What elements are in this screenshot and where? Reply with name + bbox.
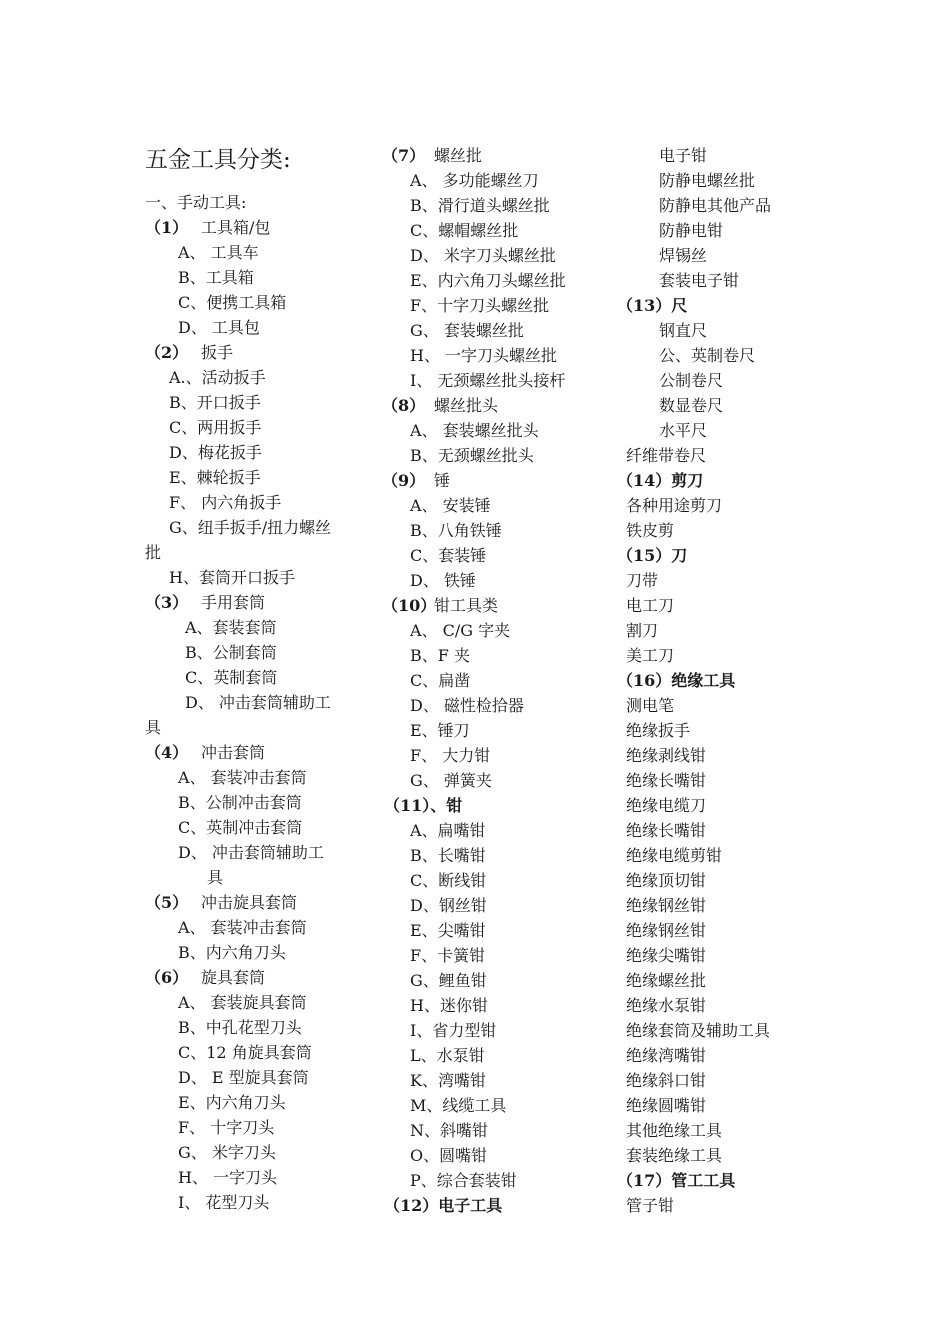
item-text: 绝缘长嘴钳 <box>626 821 707 840</box>
item-text: C、螺帽螺丝批 <box>410 221 519 240</box>
item-text: B、滑行道头螺丝批 <box>410 196 550 215</box>
col2-list-item <box>410 1143 487 1168</box>
item-text: 割刀 <box>626 621 659 640</box>
item-text: H、 一字刀头螺丝批 <box>410 346 558 365</box>
col3-list-item <box>626 793 706 818</box>
col3-list-item <box>659 193 771 218</box>
col3-list-item <box>617 668 735 693</box>
item-text: 公、英制卷尺 <box>659 346 756 365</box>
item-text: D、 E 型旋具套筒 <box>178 1068 309 1087</box>
col3-list-item <box>617 1168 735 1193</box>
page-title: 五金工具分类: <box>145 147 291 173</box>
category-label: 旋具套筒 <box>201 968 266 987</box>
item-text: A、 工具车 <box>178 243 259 262</box>
col3-list-item <box>626 1068 706 1093</box>
col3-list-item <box>626 1193 674 1218</box>
item-text: 绝缘顶切钳 <box>626 871 707 890</box>
col3-list-item <box>626 593 674 618</box>
item-text: D、 冲击套筒辅助工 <box>185 693 331 712</box>
col2-list-item <box>382 468 451 493</box>
col1-list-item <box>185 640 277 665</box>
item-text: （3） <box>145 593 189 612</box>
item-text: 绝缘套筒及辅助工具 <box>626 1021 771 1040</box>
col2-list-item <box>410 968 487 993</box>
col1-list-item <box>169 365 266 390</box>
item-text: C、便携工具箱 <box>178 293 287 312</box>
col2-list-item <box>410 168 539 193</box>
col2-list-item <box>382 143 483 168</box>
item-text: P、综合套装钳 <box>410 1171 517 1190</box>
col2-list-item <box>410 218 518 243</box>
col2-list-item <box>410 693 524 718</box>
col2-list-item <box>410 1068 486 1093</box>
col1-list-item <box>178 1015 302 1040</box>
col1-list-item <box>145 190 246 215</box>
col2-list-item <box>410 193 550 218</box>
item-text: （5） <box>145 893 189 912</box>
item-text: G、 套装螺丝批 <box>410 321 524 340</box>
col3-list-item <box>659 243 707 268</box>
item-text: 刀带 <box>626 571 659 590</box>
col3-list-item <box>659 318 707 343</box>
item-text: I、 花型刀头 <box>178 1193 270 1212</box>
item-text: B、内六角刀头 <box>178 943 286 962</box>
item-text: D、 冲击套筒辅助工 <box>178 843 324 862</box>
item-text: （2） <box>145 343 189 362</box>
col3-list-item <box>626 518 674 543</box>
col2-list-item <box>410 893 487 918</box>
item-text: 套装绝缘工具 <box>626 1146 723 1165</box>
col2-list-item <box>410 743 490 768</box>
item-text: F、十字刀头螺丝批 <box>410 296 550 315</box>
item-text: F、 十字刀头 <box>178 1118 275 1137</box>
item-text: 美工刀 <box>626 646 675 665</box>
item-text: 绝缘长嘴钳 <box>626 771 707 790</box>
item-text: 钢直尺 <box>659 321 708 340</box>
col3-list-item <box>626 1143 722 1168</box>
item-text: （1） <box>145 218 189 237</box>
item-text: B、中孔花型刀头 <box>178 1018 302 1037</box>
item-text: G、 米字刀头 <box>178 1143 276 1162</box>
item-text: M、线缆工具 <box>410 1096 507 1115</box>
col2-list-item <box>410 668 470 693</box>
item-text: （14）剪刀 <box>617 471 704 490</box>
col2-list-item <box>384 793 462 818</box>
item-text: B、工具箱 <box>178 268 254 287</box>
col3-list-item <box>626 1118 722 1143</box>
col1-list-item <box>178 1040 312 1065</box>
col2-list-item <box>410 568 476 593</box>
col1-list-item <box>178 1090 286 1115</box>
col1-list-item <box>185 615 277 640</box>
col1-list-item <box>178 840 324 865</box>
item-text: 绝缘扳手 <box>626 721 691 740</box>
col3-list-item <box>626 918 706 943</box>
item-text: A、套装套筒 <box>185 618 277 637</box>
item-text: 铁皮剪 <box>626 521 675 540</box>
item-text: （16）绝缘工具 <box>617 671 736 690</box>
category-label: 冲击旋具套筒 <box>201 893 298 912</box>
item-text: D、 米字刀头螺丝批 <box>410 246 556 265</box>
col1-list-item <box>145 965 266 990</box>
col2-list-item <box>410 943 485 968</box>
col3-list-item <box>626 1093 706 1118</box>
col2-list-item <box>410 443 534 468</box>
item-text: （6） <box>145 968 189 987</box>
item-text: 绝缘钢丝钳 <box>626 921 707 940</box>
col3-list-item <box>626 493 722 518</box>
col2-list-item <box>410 493 491 518</box>
col3-list-item <box>659 168 755 193</box>
item-text: （11）、钳 <box>384 796 463 815</box>
item-text: 水平尺 <box>659 421 708 440</box>
item-text: 测电笔 <box>626 696 675 715</box>
col1-list-item <box>145 215 271 240</box>
item-text: 数显卷尺 <box>659 396 724 415</box>
col2-list-item <box>384 1193 502 1218</box>
col3-list-item <box>659 143 707 168</box>
col1-list-item <box>178 290 286 315</box>
col3-list-item <box>626 1043 706 1068</box>
item-text: （8） <box>382 396 426 415</box>
item-text: C、英制套筒 <box>185 668 278 687</box>
item-text: （10） <box>382 596 437 615</box>
item-text: 焊锡丝 <box>659 246 708 265</box>
col2-list-item <box>410 618 510 643</box>
item-text: 绝缘电缆剪钳 <box>626 846 723 865</box>
item-text: H、迷你钳 <box>410 996 488 1015</box>
item-text: A、 安装锤 <box>410 496 491 515</box>
col3-list-item <box>659 368 723 393</box>
col1-list-item <box>178 915 307 940</box>
col3-list-item <box>626 843 722 868</box>
col1-list-item <box>178 240 259 265</box>
col2-list-item <box>410 868 486 893</box>
item-text: 绝缘尖嘴钳 <box>626 946 707 965</box>
category-label: 扳手 <box>201 343 234 362</box>
col3-list-item <box>626 818 706 843</box>
col2-list-item <box>410 843 486 868</box>
col3-list-item <box>626 768 706 793</box>
col1-list-item <box>178 1190 269 1215</box>
item-text: B、无颈螺丝批头 <box>410 446 534 465</box>
item-text: F、卡簧钳 <box>410 946 486 965</box>
item-text: A、 C/G 字夹 <box>410 621 511 640</box>
col2-list-item <box>410 718 470 743</box>
item-text: E、尖嘴钳 <box>410 921 486 940</box>
col1-list-item <box>178 940 286 965</box>
item-text: F、 内六角扳手 <box>169 493 282 512</box>
item-text: 绝缘湾嘴钳 <box>626 1046 707 1065</box>
item-text: 批 <box>145 543 162 562</box>
category-label: 螺丝批 <box>434 146 483 165</box>
item-text: F、 大力钳 <box>410 746 491 765</box>
col2-list-item <box>410 418 539 443</box>
col2-list-item <box>410 818 486 843</box>
item-text: A、 套装螺丝批头 <box>410 421 539 440</box>
category-label: 螺丝批头 <box>434 396 499 415</box>
item-text: A、 套装旋具套筒 <box>178 993 307 1012</box>
item-text: （15）刀 <box>617 546 688 565</box>
item-text: 具 <box>145 718 162 737</box>
item-text: G、 弹簧夹 <box>410 771 492 790</box>
col1-list-item <box>145 715 161 740</box>
item-text: A.、活动扳手 <box>169 368 266 387</box>
col1-list-item <box>178 265 254 290</box>
col2-list-item <box>410 1093 506 1118</box>
item-text: C、英制冲击套筒 <box>178 818 303 837</box>
col3-list-item <box>659 343 755 368</box>
col2-list-item <box>382 593 499 618</box>
col3-list-item <box>626 1018 770 1043</box>
col3-list-item <box>659 268 739 293</box>
col2-list-item <box>410 993 488 1018</box>
item-text: C、扁凿 <box>410 671 471 690</box>
col3-list-item <box>626 643 674 668</box>
item-text: （13）尺 <box>617 296 688 315</box>
item-text: 套装电子钳 <box>659 271 740 290</box>
item-text: G、鲤鱼钳 <box>410 971 487 990</box>
item-text: C、套装锤 <box>410 546 487 565</box>
item-text: 绝缘剥线钳 <box>626 746 707 765</box>
col3-list-item <box>659 393 723 418</box>
item-text: D、梅花扳手 <box>169 443 262 462</box>
col1-list-item <box>169 490 281 515</box>
item-text: A、 多功能螺丝刀 <box>410 171 539 190</box>
col2-list-item <box>410 243 556 268</box>
col1-list-item <box>169 440 262 465</box>
item-text: （7） <box>382 146 426 165</box>
col2-list-item <box>410 368 565 393</box>
col1-list-item <box>169 390 261 415</box>
col3-list-item <box>626 943 706 968</box>
item-text: C、12 角旋具套筒 <box>178 1043 312 1062</box>
col3-list-item <box>617 293 687 318</box>
col3-list-item <box>626 743 706 768</box>
item-text: 绝缘钢丝钳 <box>626 896 707 915</box>
col2-list-item <box>410 343 557 368</box>
item-text: B、长嘴钳 <box>410 846 486 865</box>
item-text: L、水泵钳 <box>410 1046 485 1065</box>
item-text: B、公制套筒 <box>185 643 277 662</box>
col1-list-item <box>185 665 277 690</box>
col3-list-item <box>659 418 707 443</box>
col1-list-item <box>145 340 234 365</box>
item-text: E、棘轮扳手 <box>169 468 261 487</box>
col1-list-item <box>169 515 331 540</box>
category-label: 工具箱/包 <box>201 218 271 237</box>
item-text: D、 工具包 <box>178 318 260 337</box>
item-text: C、两用扳手 <box>169 418 262 437</box>
item-text: 防静电钳 <box>659 221 724 240</box>
col1-list-item <box>178 315 260 340</box>
item-text: 绝缘斜口钳 <box>626 1071 707 1090</box>
item-text: 电工刀 <box>626 596 675 615</box>
col1-list-item <box>169 565 295 590</box>
item-text: E、内六角刀头螺丝批 <box>410 271 566 290</box>
category-label: 锤 <box>434 471 451 490</box>
category-label: 手用套筒 <box>201 593 266 612</box>
col1-list-item <box>169 465 261 490</box>
col1-list-item <box>178 1140 276 1165</box>
item-text: 管子钳 <box>626 1196 675 1215</box>
item-text: （12）电子工具 <box>384 1196 503 1215</box>
col3-list-item <box>659 218 723 243</box>
col3-list-item <box>626 443 706 468</box>
col3-list-item <box>626 693 674 718</box>
item-text: D、钢丝钳 <box>410 896 487 915</box>
col3-list-item <box>626 568 658 593</box>
item-text: I、 无颈螺丝批头接杆 <box>410 371 566 390</box>
item-text: 防静电螺丝批 <box>659 171 756 190</box>
item-text: （17）管工工具 <box>617 1171 736 1190</box>
col1-list-item <box>178 1065 309 1090</box>
item-text: E、内六角刀头 <box>178 1093 286 1112</box>
col1-list-item <box>178 790 302 815</box>
item-text: D、 铁锤 <box>410 571 476 590</box>
col1-list-item <box>178 765 307 790</box>
col1-list-item <box>145 540 161 565</box>
col2-list-item <box>410 1168 517 1193</box>
col1-list-item <box>145 890 298 915</box>
col2-list-item <box>410 318 524 343</box>
item-text: O、圆嘴钳 <box>410 1146 488 1165</box>
item-text: 具 <box>207 868 224 887</box>
col2-list-item <box>410 1118 488 1143</box>
item-text: B、公制冲击套筒 <box>178 793 302 812</box>
col2-list-item <box>410 543 486 568</box>
item-text: K、湾嘴钳 <box>410 1071 486 1090</box>
col1-list-item <box>178 990 307 1015</box>
item-text: 各种用途剪刀 <box>626 496 723 515</box>
item-text: H、套筒开口扳手 <box>169 568 295 587</box>
category-label: 钳工具类 <box>434 596 499 615</box>
col2-list-item <box>410 768 492 793</box>
item-text: C、断线钳 <box>410 871 487 890</box>
item-text: 绝缘水泵钳 <box>626 996 707 1015</box>
col1-list-item <box>178 815 302 840</box>
item-text: B、八角铁锤 <box>410 521 502 540</box>
item-text: 绝缘电缆刀 <box>626 796 707 815</box>
col2-list-item <box>410 643 470 668</box>
col2-list-item <box>410 293 549 318</box>
item-text: 防静电其他产品 <box>659 196 772 215</box>
col3-list-item <box>626 993 706 1018</box>
item-text: A、 套装冲击套筒 <box>178 918 307 937</box>
item-text: A、 套装冲击套筒 <box>178 768 307 787</box>
item-text: 电子钳 <box>659 146 708 165</box>
col1-list-item <box>169 415 261 440</box>
col1-list-item <box>145 590 266 615</box>
col2-list-item <box>410 1018 496 1043</box>
col3-list-item <box>626 893 706 918</box>
item-text: 其他绝缘工具 <box>626 1121 723 1140</box>
item-text: B、F 夹 <box>410 646 470 665</box>
item-text: A、扁嘴钳 <box>410 821 486 840</box>
col2-list-item <box>410 518 502 543</box>
col1-list-item <box>178 1165 277 1190</box>
item-text: E、锤刀 <box>410 721 470 740</box>
item-text: H、 一字刀头 <box>178 1168 278 1187</box>
item-text: （9） <box>382 471 426 490</box>
col1-list-item <box>185 690 331 715</box>
item-text: 绝缘圆嘴钳 <box>626 1096 707 1115</box>
col1-list-item <box>145 740 266 765</box>
item-text: N、斜嘴钳 <box>410 1121 489 1140</box>
col1-list-item <box>178 1115 274 1140</box>
item-text: 绝缘螺丝批 <box>626 971 707 990</box>
category-label: 冲击套筒 <box>201 743 266 762</box>
col2-list-item <box>410 1043 485 1068</box>
item-text: I、省力型钳 <box>410 1021 497 1040</box>
col3-list-item <box>626 868 706 893</box>
col1-list-item <box>207 865 223 890</box>
item-text: D、 磁性检拾器 <box>410 696 524 715</box>
col3-list-item <box>617 543 687 568</box>
item-text: B、开口扳手 <box>169 393 261 412</box>
col3-list-item <box>626 968 706 993</box>
col3-list-item <box>626 718 690 743</box>
item-text: 纤维带卷尺 <box>626 446 707 465</box>
item-text: 公制卷尺 <box>659 371 724 390</box>
col2-list-item <box>410 918 486 943</box>
item-text: G、纽手扳手/扭力螺丝 <box>169 518 332 537</box>
col3-list-item <box>626 618 658 643</box>
item-text: （4） <box>145 743 189 762</box>
item-text: 一、手动工具: <box>145 193 247 212</box>
col3-list-item <box>617 468 703 493</box>
col2-list-item <box>382 393 499 418</box>
col2-list-item <box>410 268 566 293</box>
